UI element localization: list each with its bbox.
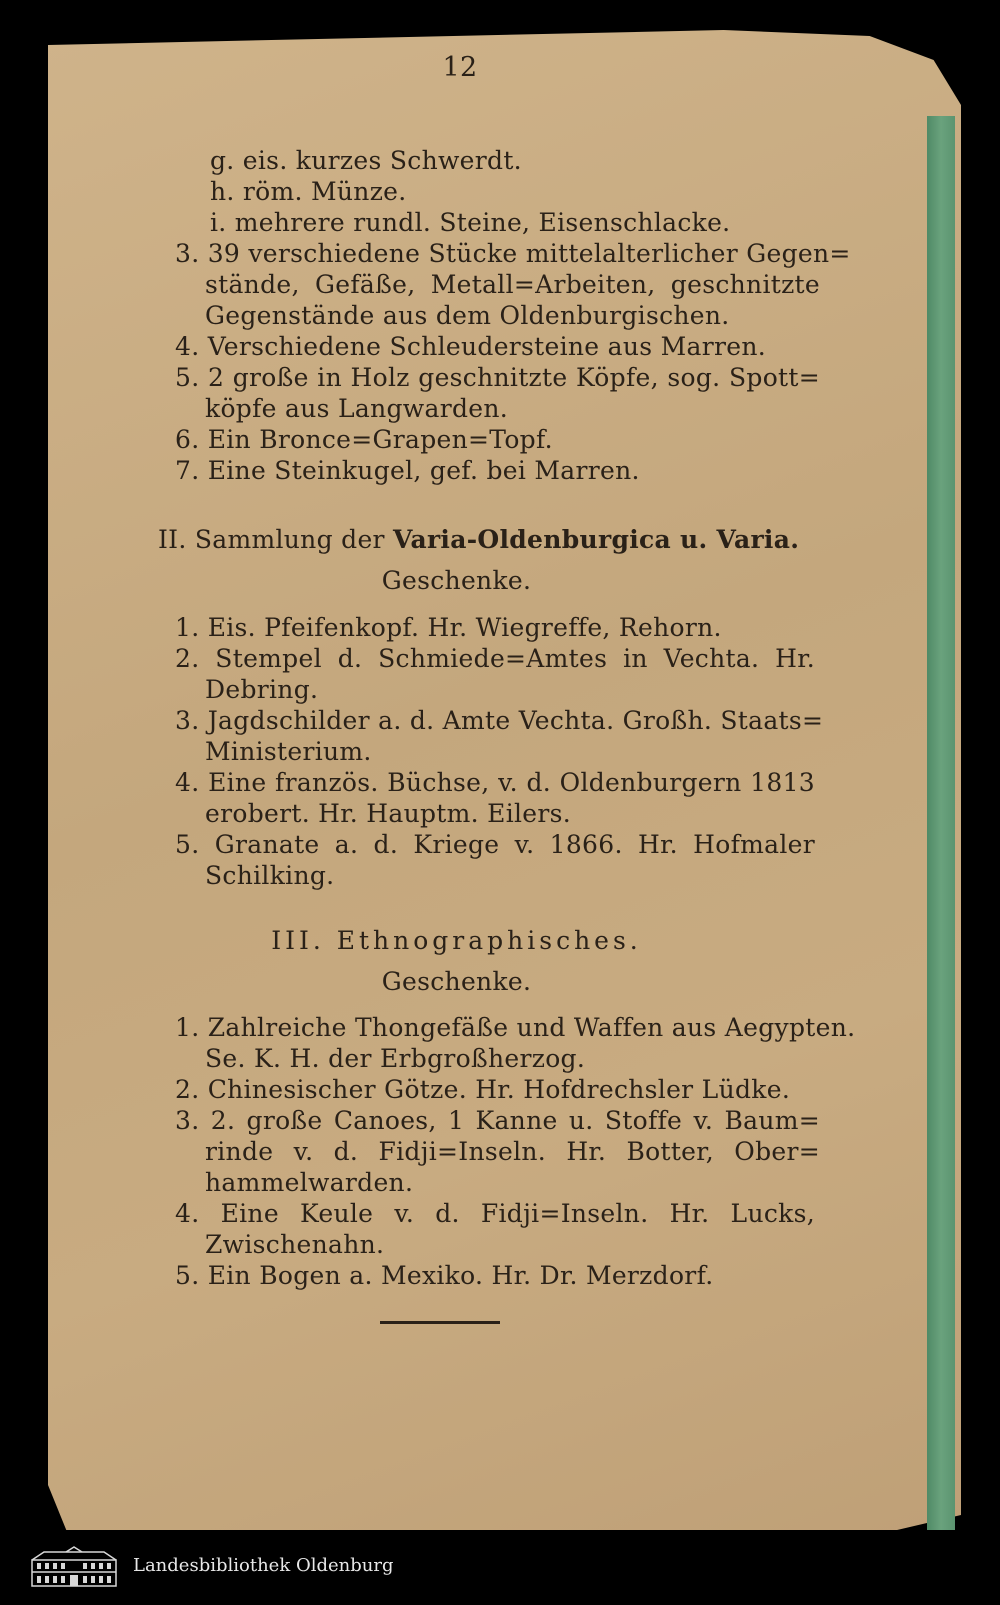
text-line: Se. K. H. der Erbgroßherzog. bbox=[205, 1044, 586, 1073]
section-heading bbox=[158, 524, 799, 555]
text-line: rinde v. d. Fidji=Inseln. Hr. Botter, Ober= bbox=[205, 1137, 820, 1166]
text-line: i. mehrere rundl. Steine, Eisenschlacke. bbox=[210, 208, 731, 237]
text-line: 2. Stempel d. Schmiede=Amtes in Vechta. Hr. bbox=[175, 644, 815, 673]
section-heading: III. Ethnographisches. bbox=[271, 926, 642, 955]
section-heading-bold: Varia-Oldenburgica u. Varia. bbox=[393, 525, 800, 554]
page-number: 12 bbox=[442, 52, 478, 83]
section-subheading: Geschenke. bbox=[381, 967, 532, 996]
text-line: Zwischenahn. bbox=[205, 1230, 385, 1259]
text-line: 3. 2. große Canoes, 1 Kanne u. Stoffe v. Baum= bbox=[175, 1106, 820, 1135]
section-heading-prefix: II. Sammlung der bbox=[158, 525, 385, 554]
text-line: 1. Eis. Pfeifenkopf. Hr. Wiegreffe, Rehorn. bbox=[175, 613, 722, 642]
library-building-icon bbox=[28, 1546, 120, 1588]
text-line: 2. Chinesischer Götze. Hr. Hofdrechsler Lüdke. bbox=[175, 1075, 791, 1104]
text-line: 6. Ein Bronce=Grapen=Topf. bbox=[175, 425, 553, 454]
text-line: erobert. Hr. Hauptm. Eilers. bbox=[205, 799, 572, 828]
library-name: Landesbibliothek Oldenburg bbox=[133, 1555, 394, 1576]
text-line: Ministerium. bbox=[205, 737, 372, 766]
text-line: stände, Gefäße, Metall=Arbeiten, geschnitzte bbox=[205, 270, 820, 299]
footer-bar bbox=[0, 1530, 1000, 1605]
text-line: 7. Eine Steinkugel, gef. bei Marren. bbox=[175, 456, 640, 485]
text-line: 1. Zahlreiche Thongefäße und Waffen aus Aegypten. bbox=[175, 1013, 856, 1042]
text-line: 4. Verschiedene Schleudersteine aus Marren. bbox=[175, 332, 766, 361]
text-line: hammelwarden. bbox=[205, 1168, 414, 1197]
text-line: köpfe aus Langwarden. bbox=[205, 394, 508, 423]
text-line: 4. Eine französ. Büchse, v. d. Oldenburgern 1813 bbox=[175, 768, 815, 797]
text-line: 5. Ein Bogen a. Mexiko. Hr. Dr. Merzdorf. bbox=[175, 1261, 714, 1290]
text-line: h. röm. Münze. bbox=[210, 177, 407, 206]
section-subheading: Geschenke. bbox=[381, 566, 532, 595]
text-line: g. eis. kurzes Schwerdt. bbox=[210, 146, 522, 175]
text-line: Debring. bbox=[205, 675, 319, 704]
text-line: 3. Jagdschilder a. d. Amte Vechta. Großh. Staats= bbox=[175, 706, 824, 735]
text-line: 4. Eine Keule v. d. Fidji=Inseln. Hr. Lucks, bbox=[175, 1199, 815, 1228]
text-line: 5. Granate a. d. Kriege v. 1866. Hr. Hofmaler bbox=[175, 830, 815, 859]
text-line: Schilking. bbox=[205, 861, 335, 890]
text-line: 5. 2 große in Holz geschnitzte Köpfe, sog. Spott= bbox=[175, 363, 820, 392]
closing-rule bbox=[380, 1321, 500, 1324]
text-line: 3. 39 verschiedene Stücke mittelalterlicher Gegen= bbox=[175, 239, 851, 268]
text-line: Gegenstände aus dem Oldenburgischen. bbox=[205, 301, 730, 330]
